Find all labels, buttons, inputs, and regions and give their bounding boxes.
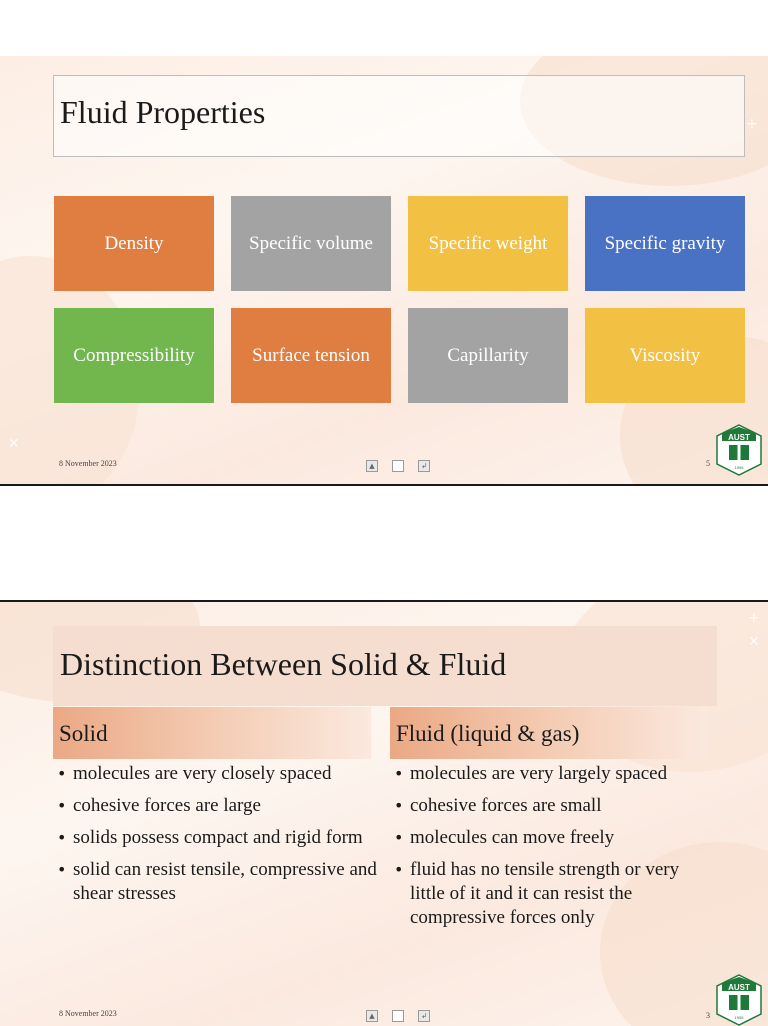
sparkle-icon: ✕ (8, 436, 20, 452)
home-icon[interactable]: ▲ (366, 460, 378, 472)
tile-specific-weight: Specific weight (408, 196, 568, 291)
footer-date: 8 November 2023 (59, 459, 117, 468)
footer-date: 8 November 2023 (59, 1009, 117, 1018)
tile-density: Density (54, 196, 214, 291)
aust-logo (716, 424, 762, 476)
tile-specific-volume: Specific volume (231, 196, 391, 291)
sparkle-icon: ✕ (748, 634, 760, 650)
home-icon[interactable]: ▲ (366, 1010, 378, 1022)
page-number: 5 (706, 459, 710, 468)
tile-surface-tension: Surface tension (231, 308, 391, 403)
tile-specific-gravity: Specific gravity (585, 196, 745, 291)
fluid-bullet-list (394, 762, 714, 938)
slide-title: Distinction Between Solid & Fluid (60, 646, 507, 682)
sparkle-icon: + (748, 610, 760, 626)
list-item: • molecules can move freely (394, 826, 714, 850)
page-number: 3 (706, 1011, 710, 1020)
blank-square-icon[interactable] (392, 460, 404, 472)
solid-bullet-list (57, 762, 377, 914)
tile-viscosity: Viscosity (585, 308, 745, 403)
fluid-header (390, 707, 708, 759)
list-item: • molecules are very largely spaced (394, 762, 714, 786)
list-item: • solid can resist tensile, compressive and shear stresses (57, 858, 377, 906)
tile-compressibility: Compressibility (54, 308, 214, 403)
return-icon[interactable]: ↲ (418, 460, 430, 472)
list-item: • fluid has no tensile strength or very little of it and it can resist the compressive forces only (394, 858, 714, 930)
title-band (53, 626, 717, 706)
aust-logo (716, 974, 762, 1026)
svg-text:1995: 1995 (734, 465, 744, 470)
slide-title: Fluid Properties (60, 94, 266, 130)
sparkle-icon: + (746, 116, 758, 132)
fluid-heading: Fluid (liquid & gas) (396, 721, 580, 746)
list-item: • cohesive forces are small (394, 794, 714, 818)
list-item: • molecules are very closely spaced (57, 762, 377, 786)
svg-text:AUST: AUST (728, 983, 750, 992)
list-item: • cohesive forces are large (57, 794, 377, 818)
svg-text:AUST: AUST (728, 433, 750, 442)
slide-nav (366, 460, 430, 472)
slide-fluid-properties (0, 56, 768, 486)
svg-text:1995: 1995 (734, 1015, 744, 1020)
slide-nav (366, 1010, 430, 1022)
solid-header (53, 707, 371, 759)
title-box (53, 75, 745, 157)
slide-solid-vs-fluid (0, 600, 768, 1026)
blank-square-icon[interactable] (392, 1010, 404, 1022)
list-item: • solids possess compact and rigid form (57, 826, 377, 850)
solid-heading: Solid (59, 721, 108, 746)
return-icon[interactable]: ↲ (418, 1010, 430, 1022)
tile-capillarity: Capillarity (408, 308, 568, 403)
